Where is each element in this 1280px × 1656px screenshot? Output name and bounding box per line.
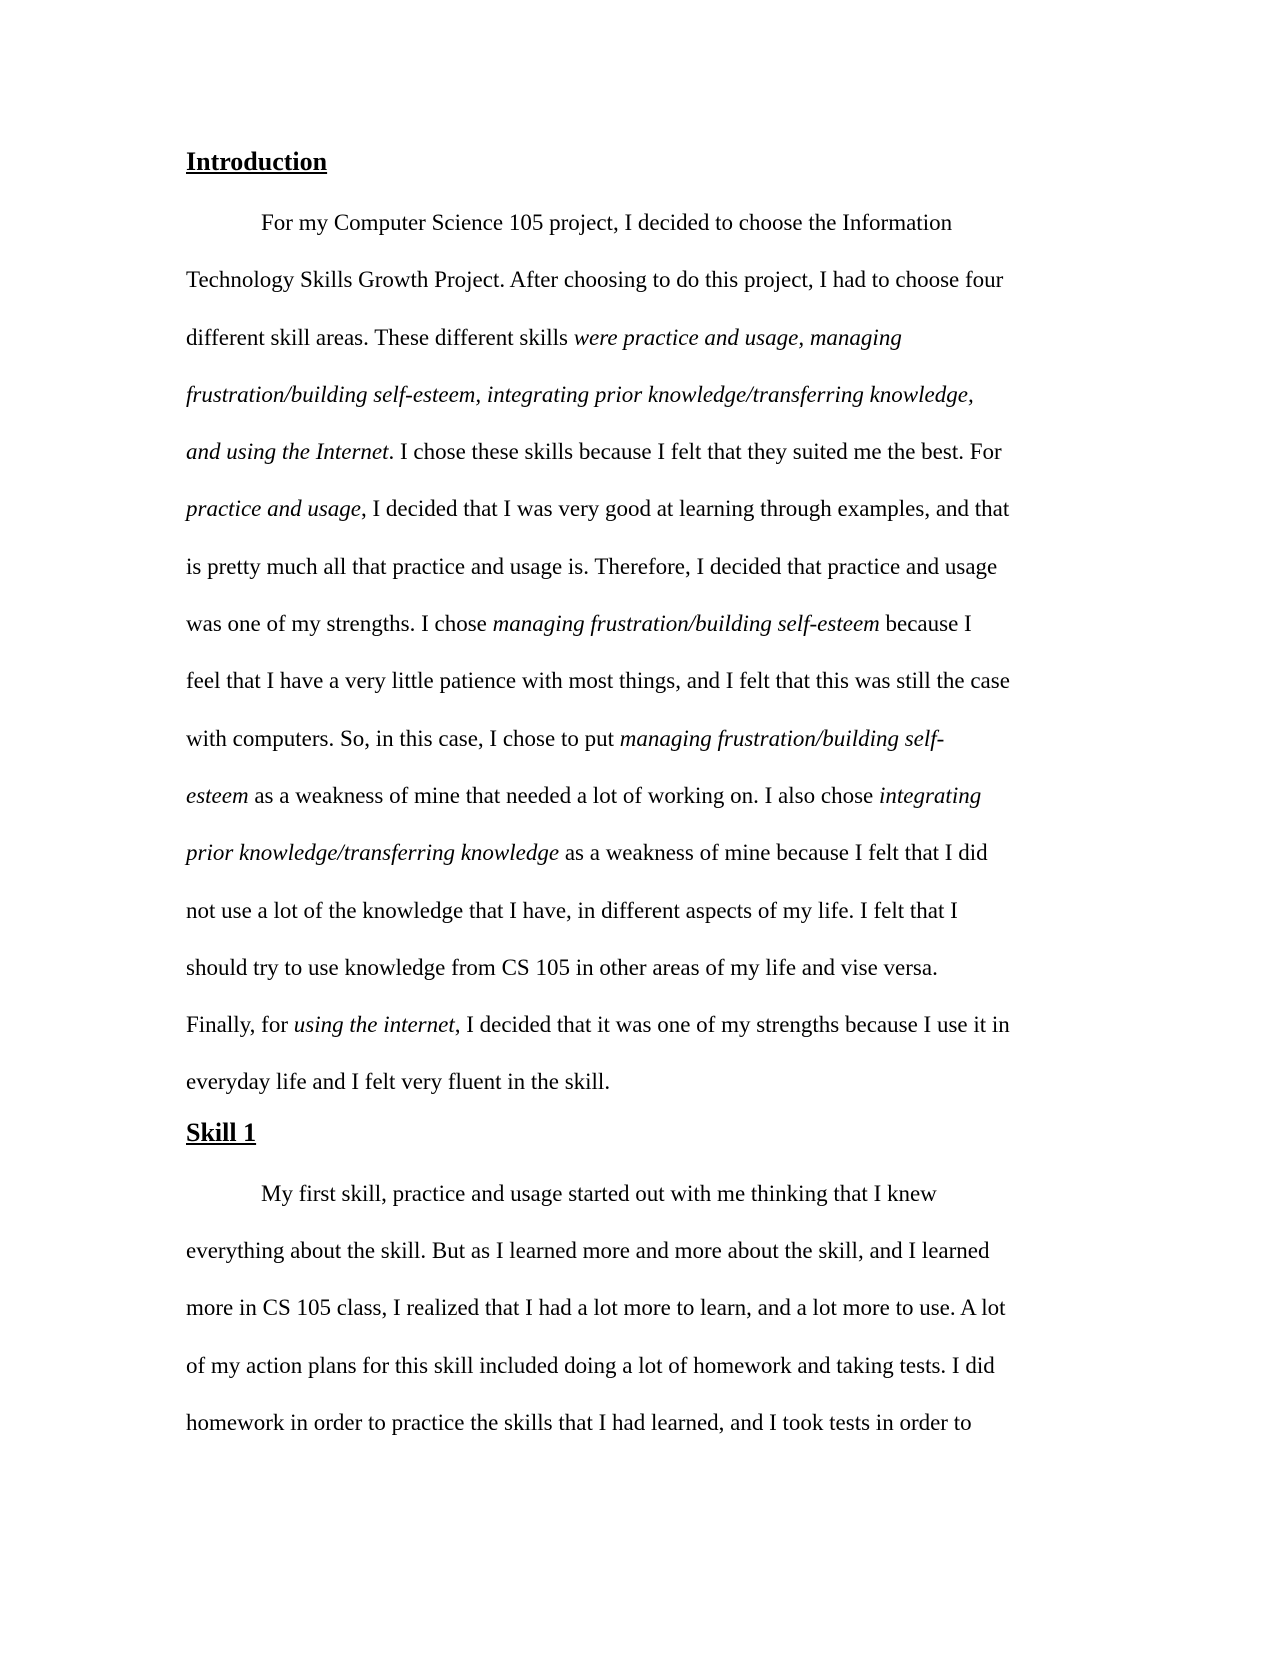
- paragraph-line: [186, 767, 1091, 824]
- paragraph-line: [186, 1279, 1091, 1336]
- text-run: My first skill, practice and usage started out with me thinking that I knew: [261, 1180, 937, 1206]
- paragraph-line: [186, 652, 1091, 709]
- text-run: Finally, for: [186, 1012, 294, 1038]
- italic-text: frustration/building self-esteem, integrating prior knowledge/transferring knowledge,: [186, 381, 974, 407]
- paragraph-line: [186, 480, 1091, 537]
- text-run: should try to use knowledge from CS 105 in other areas of my life and vise versa.: [186, 954, 938, 980]
- italic-text: prior knowledge/transferring knowledge: [186, 840, 560, 866]
- skill-1-paragraph: [186, 1165, 1091, 1451]
- text-run: different skill areas. These different skills: [186, 324, 574, 350]
- text-run: Technology Skills Growth Project. After choosing to do this project, I had to choose four: [186, 267, 1004, 293]
- text-run: feel that I have a very little patience with most things, and I felt that this was still the case: [186, 668, 1010, 694]
- text-run: was one of my strengths. I chose: [186, 611, 493, 637]
- text-run: not use a lot of the knowledge that I have, in different aspects of my life. I felt that I: [186, 897, 958, 923]
- paragraph-line: [186, 824, 1091, 881]
- section-heading-skill-1: Skill 1: [186, 1117, 257, 1147]
- text-run: as a weakness of mine because I felt that I did: [559, 840, 988, 866]
- paragraph-line: [186, 1053, 1091, 1110]
- paragraph-line: [186, 1337, 1091, 1394]
- text-run: of my action plans for this skill included doing a lot of homework and taking tests. I did: [186, 1352, 995, 1378]
- italic-text: practice and usage: [186, 496, 362, 522]
- text-run: with computers. So, in this case, I chose to put: [186, 725, 620, 751]
- paragraph-line: [186, 1165, 1091, 1222]
- paragraph-line: [186, 194, 1091, 251]
- introduction-paragraph: [186, 194, 1091, 1111]
- section-heading-introduction: Introduction: [186, 147, 328, 176]
- text-run: as a weakness of mine that needed a lot of working on. I also chose: [248, 782, 879, 808]
- italic-text: managing frustration/building self-: [619, 725, 945, 751]
- text-run: , I decided that it was one of my strengths because I use it in: [454, 1012, 1010, 1038]
- text-run: because I: [879, 611, 972, 637]
- document-body: [186, 142, 1091, 1451]
- text-run: more in CS 105 class, I realized that I had a lot more to learn, and a lot more to use. A lot: [186, 1295, 1006, 1321]
- paragraph-line: [186, 366, 1091, 423]
- text-run: , I decided that I was very good at learning through examples, and that: [361, 496, 1010, 522]
- text-run: everyday life and I felt very fluent in the skill.: [186, 1069, 611, 1095]
- paragraph-line: [186, 710, 1091, 767]
- paragraph-line: [186, 1222, 1091, 1279]
- paragraph-line: [186, 939, 1091, 996]
- italic-text: and using the Internet: [186, 439, 389, 465]
- paragraph-line: [186, 251, 1091, 308]
- paragraph-line: [186, 538, 1091, 595]
- paragraph-line: [186, 595, 1091, 652]
- paragraph-line: [186, 882, 1091, 939]
- paragraph-line: [186, 1394, 1091, 1451]
- text-run: . I chose these skills because I felt that they suited me the best. For: [388, 439, 1002, 465]
- paragraph-line: [186, 309, 1091, 366]
- italic-text: esteem: [186, 782, 249, 808]
- text-run: everything about the skill. But as I learned more and more about the skill, and I learned: [186, 1238, 990, 1264]
- paragraph-line: [186, 423, 1091, 480]
- paragraph-line: [186, 996, 1091, 1053]
- text-run: For my Computer Science 105 project, I decided to choose the Information: [261, 210, 953, 235]
- italic-text: using the internet: [293, 1012, 455, 1038]
- italic-text: integrating: [878, 782, 982, 808]
- italic-text: managing frustration/building self-esteem: [492, 611, 880, 637]
- text-run: homework in order to practice the skills that I had learned, and I took tests in order to: [186, 1409, 972, 1435]
- text-run: is pretty much all that practice and usage is. Therefore, I decided that practice and usage: [186, 553, 998, 579]
- italic-text: were practice and usage, managing: [573, 324, 902, 350]
